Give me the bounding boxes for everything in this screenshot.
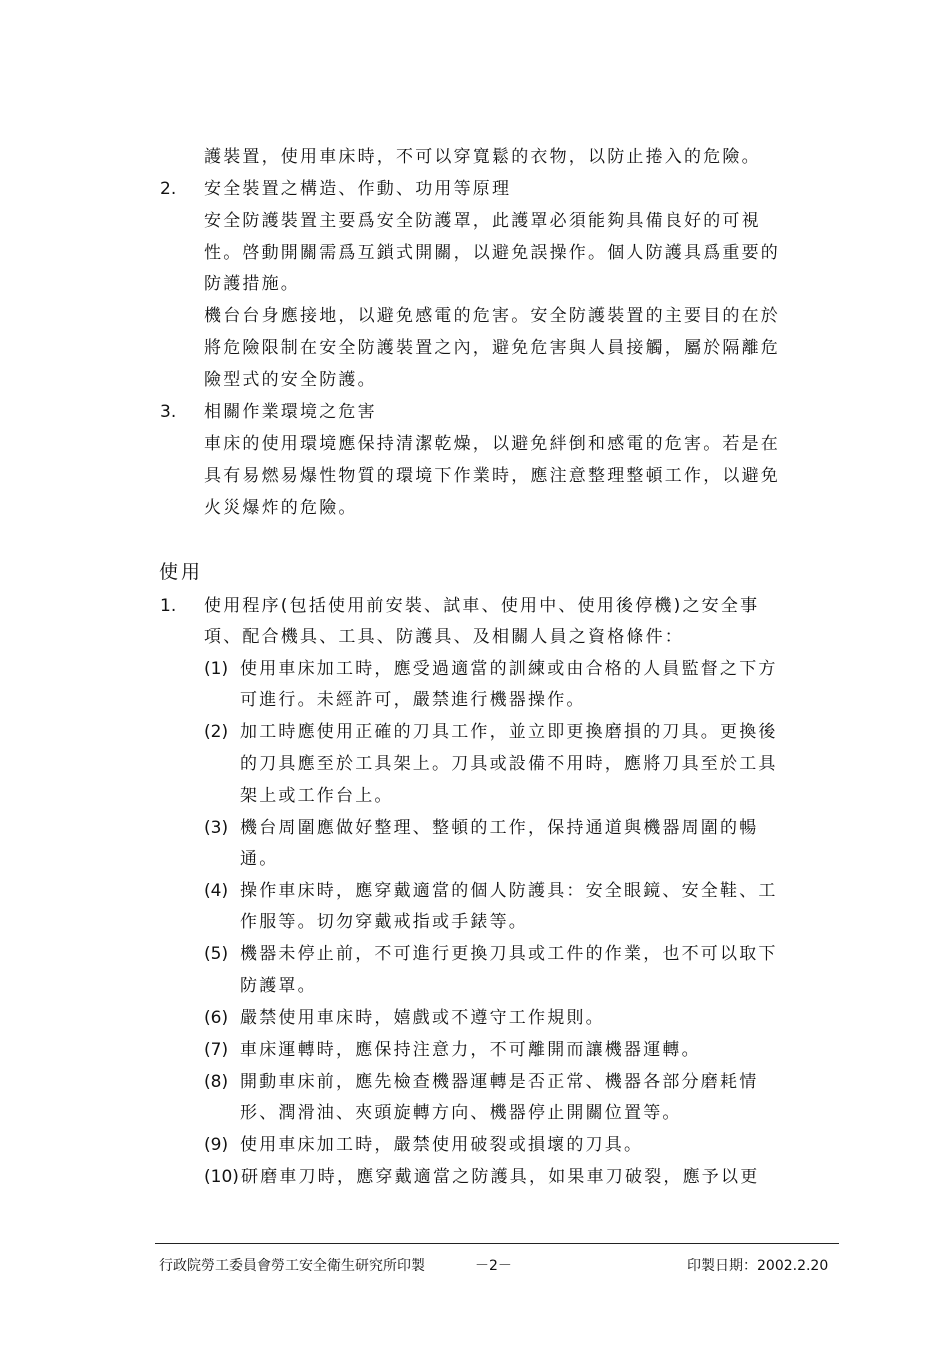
subitem-number: (4) [204,881,229,901]
subitem-line: 嚴禁使用車床時，嬉戲或不遵守工作規則。 [240,1008,605,1028]
subitem-line: 架上或工作台上。 [240,786,394,806]
subitem-number: (9) [204,1135,229,1155]
continued-line: 護裝置，使用車床時，不可以穿寬鬆的衣物，以防止捲入的危險。 [204,147,761,167]
footer-print-date: 印製日期：2002.2.20 [687,1258,829,1274]
subitem-line: 操作車床時，應穿戴適當的個人防護具：安全眼鏡、安全鞋、工 [240,881,778,901]
section-heading: 使用 [159,561,204,583]
subitem-number: (1) [204,659,229,679]
item-number: 3. [160,402,177,422]
subitem-number: (2) [204,722,229,742]
subitem-line: 加工時應使用正確的刀具工作，並立即更換磨損的刀具。更換後 [240,722,778,742]
subitem-number: (5) [204,944,229,964]
subitem-line: 機台周圍應做好整理、整頓的工作，保持通道與機器周圍的暢 [240,818,759,838]
subitem-line: 機器未停止前，不可進行更換刀具或工件的作業，也不可以取下 [240,944,778,964]
subitem-number: (6) [204,1008,229,1028]
subitem-number: (10) [204,1167,239,1187]
paragraph-line: 使用程序(包括使用前安裝、試車、使用中、使用後停機)之安全事 [204,596,760,616]
subitem-line: 形、潤滑油、夾頭旋轉方向、機器停止開關位置等。 [240,1103,682,1123]
footer-publisher: 行政院勞工委員會勞工安全衛生研究所印製 [159,1258,425,1274]
subitem-line: 研磨車刀時，應穿戴適當之防護具，如果車刀破裂，應予以更 [241,1167,760,1187]
paragraph-line: 機台台身應接地，以避免感電的危害。安全防護裝置的主要目的在於 [204,306,780,326]
subitem-number: (8) [204,1072,229,1092]
item-title: 相關作業環境之危害 [204,402,377,422]
paragraph-line: 火災爆炸的危險。 [204,498,358,518]
footer-divider [155,1243,839,1244]
subitem-line: 防護罩。 [240,976,317,996]
paragraph-line: 車床的使用環境應保持清潔乾燥，以避免絆倒和感電的危害。若是在 [204,434,780,454]
subitem-number: (3) [204,818,229,838]
paragraph-line: 具有易燃易爆性物質的環境下作業時，應注意整理整頓工作，以避免 [204,466,780,486]
subitem-line: 作服等。切勿穿戴戒指或手錶等。 [240,912,528,932]
paragraph-line: 性。啓動開關需爲互鎖式開關，以避免誤操作。個人防護具爲重要的 [204,243,780,263]
subitem-line: 的刀具應至於工具架上。刀具或設備不用時，應將刀具至於工具 [240,754,778,774]
item-title: 安全裝置之構造、作動、功用等原理 [204,179,512,199]
subitem-line: 開動車床前，應先檢查機器運轉是否正常、機器各部分磨耗情 [240,1072,759,1092]
item-number: 1. [160,596,177,616]
subitem-line: 可進行。未經許可，嚴禁進行機器操作。 [240,690,586,710]
subitem-number: (7) [204,1040,229,1060]
paragraph-line: 防護措施。 [204,274,300,294]
subitem-line: 車床運轉時，應保持注意力，不可離開而讓機器運轉。 [240,1040,701,1060]
footer-page-number: －2－ [475,1258,512,1274]
subitem-line: 使用車床加工時，應受過適當的訓練或由合格的人員監督之下方 [240,659,778,679]
subitem-line: 使用車床加工時，嚴禁使用破裂或損壞的刀具。 [240,1135,644,1155]
paragraph-line: 安全防護裝置主要爲安全防護罩，此護罩必須能夠具備良好的可視 [204,211,761,231]
paragraph-line: 將危險限制在安全防護裝置之內，避免危害與人員接觸，屬於隔離危 [204,338,780,358]
item-number: 2. [160,179,177,199]
paragraph-line: 險型式的安全防護。 [204,370,377,390]
subitem-line: 通。 [240,849,279,869]
paragraph-line: 項、配合機具、工具、防護具、及相關人員之資格條件： [204,627,684,647]
